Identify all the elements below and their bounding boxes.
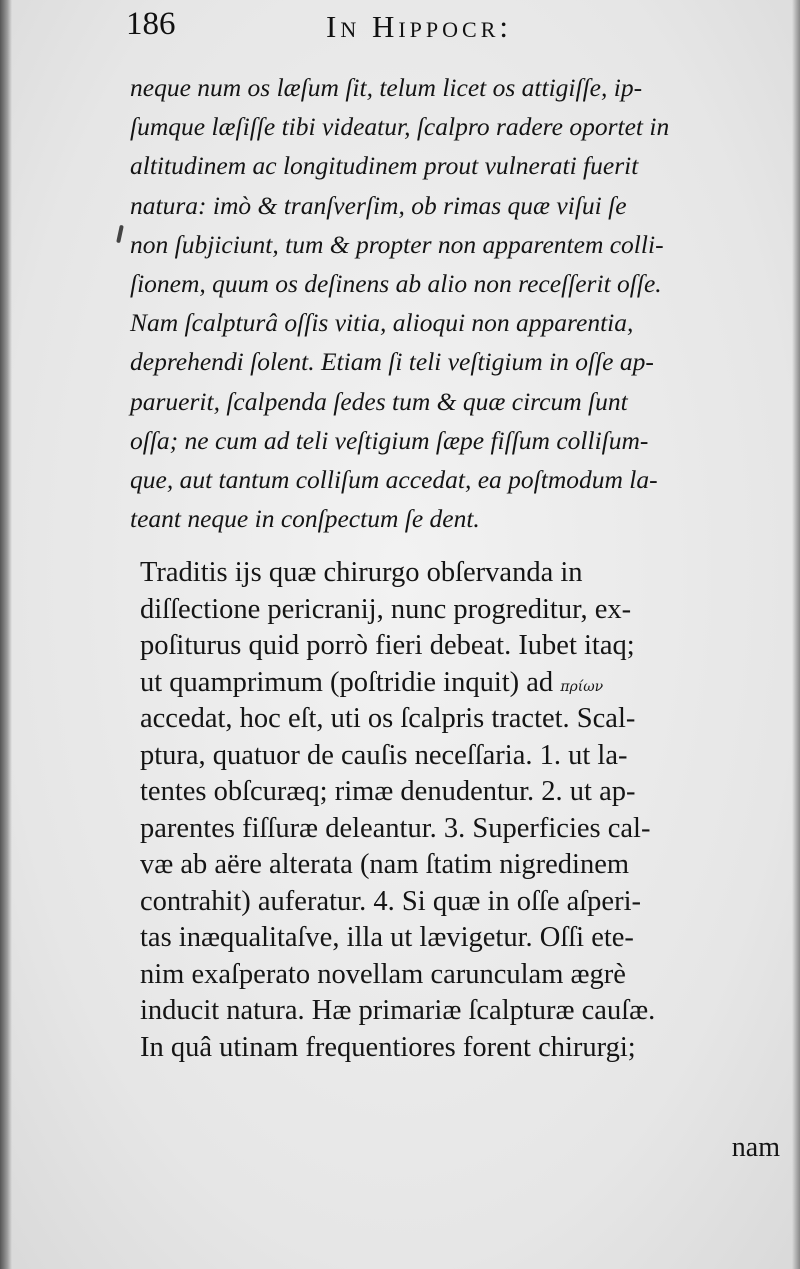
greek-word: πρίων [560, 678, 604, 695]
text-line: accedat, hoc eſt, uti os ſcalpris tractet. Scal- [140, 703, 636, 734]
text-line: neque num os læſum ſit, telum licet os attigiſſe, ip- [130, 73, 643, 102]
text-segment: ut quamprimum (poſtridie inquit) ad [140, 666, 554, 698]
text-line: tentes obſcuræq; rimæ denudentur. 2. ut ap- [140, 776, 636, 807]
text-line: parentes fiſſuræ deleantur. 3. Superficies cal- [140, 812, 651, 844]
text-line: In quâ utinam frequentiores forent chirurgi; [140, 1031, 636, 1063]
margin-pencil-mark [116, 225, 124, 243]
running-title: In Hippocr: [326, 9, 512, 44]
catchword: nam [731, 1132, 780, 1163]
text-line: deprehendi ſolent. Etiam ſi teli veſtigium in oſſe ap- [130, 347, 654, 377]
text-line: ſumque læſiſſe tibi videatur, ſcalpro radere oportet in [130, 112, 670, 142]
text-line: ſionem, quum os deſinens ab alio non receſſerit oſſe. [130, 268, 662, 298]
text-line: paruerit, ſcalpenda ſedes tum & quæ circum ſunt [130, 386, 628, 416]
page-header [126, 6, 646, 50]
text-line: tas inæqualitaſve, illa ut lævigetur. Oſſi ete- [140, 922, 634, 953]
text-line [140, 665, 780, 702]
text-line: oſſa; ne cum ad teli veſtigium ſæpe fiſſum colliſum- [130, 425, 649, 455]
text-line: contrahit) auferatur. 4. Si quæ in oſſe aſperi- [140, 885, 641, 917]
text-line: teant neque in conſpectum ſe dent. [130, 504, 480, 534]
page-edge-shadow [792, 0, 800, 1269]
commentary-paragraph [140, 555, 780, 1066]
text-line: væ ab aëre alterata (nam ſtatim nigredinem [140, 849, 630, 880]
text-line: diſſectione pericranij, nunc progreditur, ex- [140, 593, 632, 625]
page-number: 186 [126, 6, 176, 42]
text-line: ptura, quatuor de cauſis neceſſaria. 1. ut la- [140, 739, 628, 771]
text-line: natura: imò & tranſverſim, ob rimas quæ viſui ſe [130, 190, 627, 220]
text-line: inducit natura. Hæ primariæ ſcalpturæ cauſæ. [140, 995, 656, 1026]
text-line: poſiturus quid porrò fieri debeat. Iubet itaq; [140, 630, 635, 661]
italic-passage [130, 68, 770, 538]
text-line: non ſubjiciunt, tum & propter non apparentem colli- [130, 229, 664, 259]
text-line: Traditis ijs quæ chirurgo obſervanda in [140, 557, 583, 588]
text-line: nim exaſperato novellam carunculam ægrè [140, 958, 626, 990]
text-line: Nam ſcalpturâ oſſis vitia, alioqui non apparentia, [130, 308, 634, 338]
page-gutter-shadow [0, 0, 12, 1269]
text-line: que, aut tantum colliſum accedat, ea poſtmodum la- [130, 464, 658, 494]
text-line: altitudinem ac longitudinem prout vulnerati fuerit [130, 151, 639, 181]
